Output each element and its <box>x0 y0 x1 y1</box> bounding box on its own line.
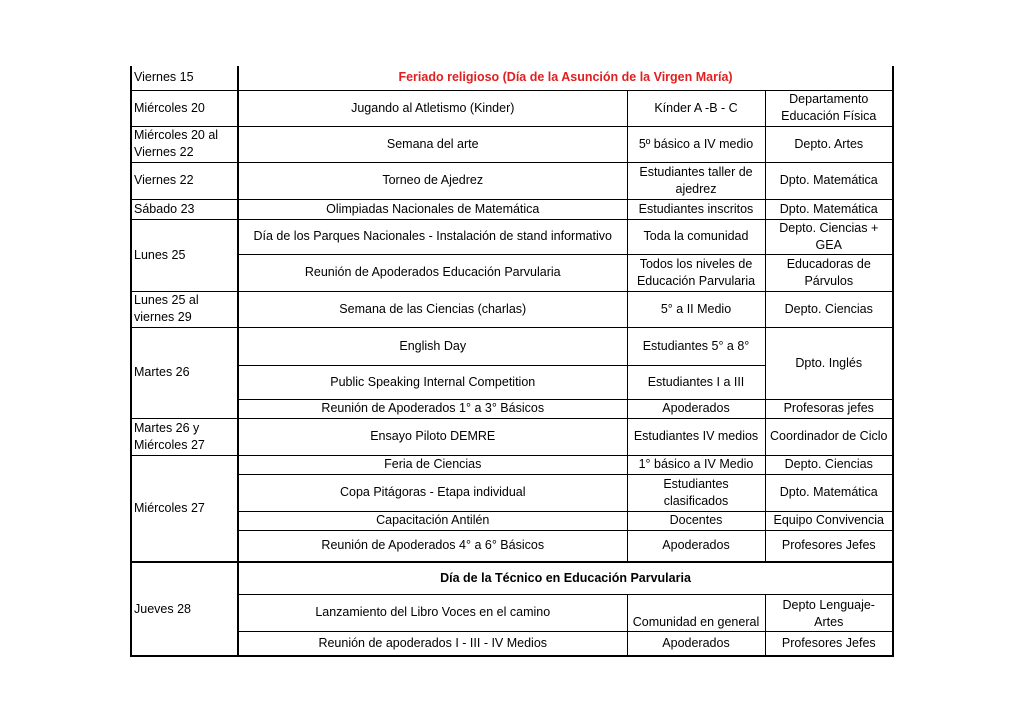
audience-cell: Apoderados <box>627 530 765 562</box>
dept-cell: Coordinador de Ciclo <box>765 418 893 455</box>
audience-cell: Estudiantes 5° a 8° <box>627 327 765 365</box>
dept-cell: Profesores Jefes <box>765 530 893 562</box>
event-cell: Torneo de Ajedrez <box>238 162 627 199</box>
table-row <box>131 126 893 162</box>
date-cell: Viernes 15 <box>131 66 238 90</box>
date-cell: Martes 26 y Miércoles 27 <box>131 418 238 455</box>
event-cell: Semana de las Ciencias (charlas) <box>238 291 627 327</box>
table-row <box>131 66 893 90</box>
table-row <box>131 291 893 327</box>
audience-cell: Apoderados <box>627 399 765 418</box>
dept-cell: Profesores Jefes <box>765 631 893 656</box>
audience-cell: Estudiantes inscritos <box>627 199 765 219</box>
event-cell: Reunión de Apoderados 4° a 6° Básicos <box>238 530 627 562</box>
audience-cell: Kínder A -B - C <box>627 90 765 126</box>
dept-cell: Depto. Ciencias <box>765 455 893 474</box>
audience-cell: Estudiantes clasificados <box>627 474 765 511</box>
date-cell: Miércoles 20 <box>131 90 238 126</box>
table-row <box>131 562 893 594</box>
date-cell: Viernes 22 <box>131 162 238 199</box>
table-row <box>131 219 893 254</box>
table-row <box>131 199 893 219</box>
date-cell: Jueves 28 <box>131 562 238 656</box>
dept-cell: Depto. Ciencias + GEA <box>765 219 893 254</box>
table-row <box>131 90 893 126</box>
table-row <box>131 327 893 365</box>
dept-cell: Dpto. Matemática <box>765 162 893 199</box>
event-cell: Ensayo Piloto DEMRE <box>238 418 627 455</box>
date-cell: Sábado 23 <box>131 199 238 219</box>
event-cell: Copa Pitágoras - Etapa individual <box>238 474 627 511</box>
audience-cell: Estudiantes I a III <box>627 365 765 399</box>
table-row <box>131 162 893 199</box>
special-day-header: Día de la Técnico en Educación Parvularia <box>238 562 893 594</box>
table-row <box>131 511 893 530</box>
dept-cell: Dpto. Inglés <box>765 327 893 399</box>
calendar-table <box>130 66 894 657</box>
holiday-event: Feriado religioso (Día de la Asunción de la Virgen María) <box>238 66 893 90</box>
event-cell: Reunión de apoderados I - III - IV Medios <box>238 631 627 656</box>
audience-cell: Toda la comunidad <box>627 219 765 254</box>
audience-cell: Estudiantes IV medios <box>627 418 765 455</box>
table-row <box>131 631 893 656</box>
dept-cell: Depto Lenguaje-Artes <box>765 594 893 631</box>
event-cell: Public Speaking Internal Competition <box>238 365 627 399</box>
table-row <box>131 474 893 511</box>
table-row <box>131 530 893 562</box>
audience-cell: Apoderados <box>627 631 765 656</box>
table-row <box>131 455 893 474</box>
event-cell: Capacitación Antilén <box>238 511 627 530</box>
date-cell: Miércoles 27 <box>131 455 238 562</box>
dept-cell: Depto. Artes <box>765 126 893 162</box>
dept-cell: Depto. Ciencias <box>765 291 893 327</box>
dept-cell: Profesoras jefes <box>765 399 893 418</box>
event-cell: Reunión de Apoderados Educación Parvularia <box>238 254 627 291</box>
table-row <box>131 594 893 631</box>
event-cell: Reunión de Apoderados 1° a 3° Básicos <box>238 399 627 418</box>
event-cell: Feria de Ciencias <box>238 455 627 474</box>
audience-cell: Docentes <box>627 511 765 530</box>
audience-cell: 1° básico a IV Medio <box>627 455 765 474</box>
audience-cell: 5° a II Medio <box>627 291 765 327</box>
table-row <box>131 254 893 291</box>
date-cell: Lunes 25 al viernes 29 <box>131 291 238 327</box>
audience-cell: Comunidad en general <box>627 594 765 631</box>
audience-cell: Todos los niveles de Educación Parvularia <box>627 254 765 291</box>
dept-cell: Departamento Educación Física <box>765 90 893 126</box>
table-row <box>131 399 893 418</box>
dept-cell: Dpto. Matemática <box>765 199 893 219</box>
event-cell: English Day <box>238 327 627 365</box>
event-cell: Día de los Parques Nacionales - Instalación de stand informativo <box>238 219 627 254</box>
event-cell: Jugando al Atletismo (Kinder) <box>238 90 627 126</box>
audience-cell: 5º básico a IV medio <box>627 126 765 162</box>
table-row <box>131 418 893 455</box>
date-cell: Martes 26 <box>131 327 238 418</box>
event-cell: Lanzamiento del Libro Voces en el camino <box>238 594 627 631</box>
dept-cell: Equipo Convivencia <box>765 511 893 530</box>
date-cell: Miércoles 20 al Viernes 22 <box>131 126 238 162</box>
date-cell: Lunes 25 <box>131 219 238 291</box>
dept-cell: Educadoras de Párvulos <box>765 254 893 291</box>
event-cell: Semana del arte <box>238 126 627 162</box>
audience-cell: Estudiantes taller de ajedrez <box>627 162 765 199</box>
event-cell: Olimpiadas Nacionales de Matemática <box>238 199 627 219</box>
dept-cell: Dpto. Matemática <box>765 474 893 511</box>
